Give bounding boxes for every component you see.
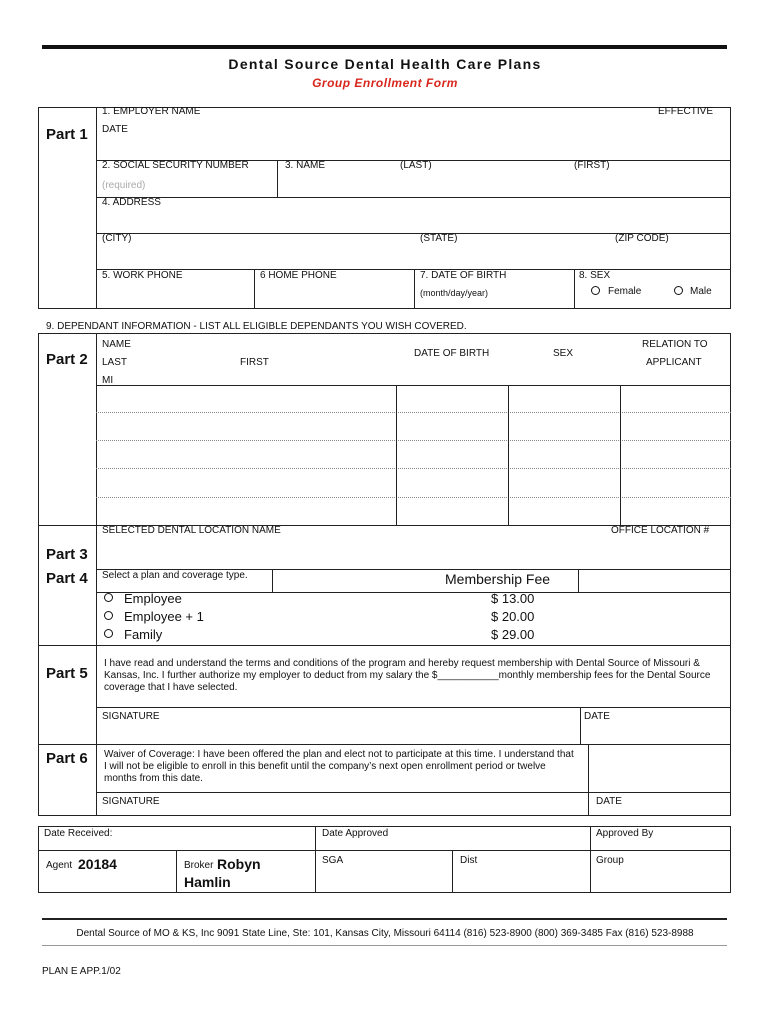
dep-last-label: LAST: [102, 357, 128, 368]
family-radio[interactable]: [104, 629, 113, 638]
plan-family-label: Family: [124, 627, 163, 642]
dob-format-note: (month/day/year): [420, 288, 489, 298]
part5-label: Part 5: [46, 665, 88, 682]
office-location-label: OFFICE LOCATION #: [611, 525, 710, 536]
top-rule: [42, 45, 727, 49]
sex-label: 8. SEX: [579, 270, 611, 281]
plan-employee-plus-one-label: Employee + 1: [124, 609, 204, 624]
group-label: Group: [596, 855, 624, 866]
effective-label: EFFECTIVE: [658, 106, 714, 117]
address-label: 4. ADDRESS: [102, 197, 161, 208]
agent-value: 20184: [78, 856, 117, 872]
state-label: (STATE): [420, 233, 458, 244]
approved-by-label: Approved By: [596, 828, 654, 839]
footer-top-rule: [42, 918, 727, 920]
plan-code: PLAN E APP.1/02: [42, 966, 121, 977]
footer-address: Dental Source of MO & KS, Inc 9091 State Line, Ste: 101, Kansas City, Missouri 64114 (816) 523-8900 (800) 369-3485 Fax (816) 523-8988: [76, 928, 694, 939]
part5-date-label: DATE: [584, 711, 610, 722]
part6-label: Part 6: [46, 750, 88, 767]
date-approved-label: Date Approved: [322, 828, 389, 839]
part6-date-label: DATE: [596, 796, 622, 807]
part6-text-line3: months from this date.: [104, 773, 203, 784]
dependant-info-heading: 9. DEPENDANT INFORMATION - LIST ALL ELIGIBLE DEPENDANTS YOU WISH COVERED.: [46, 321, 467, 332]
first-name-label: (FIRST): [574, 160, 610, 171]
form-subtitle: Group Enrollment Form: [312, 76, 458, 90]
part5-text-line3: coverage that I have selected.: [104, 682, 238, 693]
home-phone-label: 6 HOME PHONE: [260, 270, 337, 281]
part5-text-line2: Kansas, Inc. I further authorize my employer to deduct from my salary the $___________monthly membership fees for the Dental Source: [104, 670, 711, 681]
part6-signature-label: SIGNATURE: [102, 796, 160, 807]
footer-bottom-rule: [42, 945, 727, 946]
part2-label: Part 2: [46, 351, 88, 368]
part5-text-line1: I have read and understand the terms and conditions of the program and hereby request membership with Dental Source of Missouri &: [104, 658, 700, 669]
work-phone-label: 5. WORK PHONE: [102, 270, 183, 281]
part4-label: Part 4: [46, 570, 88, 587]
form-title: Dental Source Dental Health Care Plans: [228, 56, 542, 72]
broker-last-name: Hamlin: [184, 874, 231, 890]
dob-label: 7. DATE OF BIRTH: [420, 270, 507, 281]
employer-name-label: 1. EMPLOYER NAME: [102, 106, 201, 117]
dep-applicant-label: APPLICANT: [646, 357, 702, 368]
location-name-label: SELECTED DENTAL LOCATION NAME: [102, 525, 281, 536]
sga-label: SGA: [322, 855, 344, 866]
part6-text-line2: I will not be eligible to enroll in this benefit until the company’s next open enrollment period or twelve: [104, 761, 546, 772]
broker-label: Broker: [184, 860, 214, 871]
last-name-label: (LAST): [400, 160, 432, 171]
dep-first-label: FIRST: [240, 357, 269, 368]
dep-name-label: NAME: [102, 339, 131, 350]
part5-signature-label: SIGNATURE: [102, 711, 160, 722]
part6-text-line1: Waiver of Coverage: I have been offered the plan and elect not to participate at this time. I understand that: [104, 749, 574, 760]
male-label: Male: [690, 286, 712, 297]
part3-label: Part 3: [46, 546, 88, 563]
female-label: Female: [608, 286, 642, 297]
female-radio[interactable]: [591, 286, 600, 295]
employee-radio[interactable]: [104, 593, 113, 602]
plan-family-fee: $ 29.00: [491, 627, 535, 642]
membership-fee-header: Membership Fee: [445, 571, 551, 587]
agent-label: Agent: [46, 860, 73, 871]
male-radio[interactable]: [674, 286, 683, 295]
dep-dob-label: DATE OF BIRTH: [414, 348, 490, 359]
plan-instruction: Select a plan and coverage type.: [102, 570, 248, 581]
plan-employee-plus-one-fee: $ 20.00: [491, 609, 535, 624]
plan-employee-label: Employee: [124, 591, 182, 606]
date-received-label: Date Received:: [44, 828, 113, 839]
broker-first-name: Robyn: [217, 856, 261, 872]
plan-employee-fee: $ 13.00: [491, 591, 535, 606]
date-label: DATE: [102, 124, 128, 135]
name-label: 3. NAME: [285, 160, 326, 171]
ssn-label: 2. SOCIAL SECURITY NUMBER: [102, 160, 249, 171]
ssn-required-note: (required): [102, 180, 146, 191]
dist-label: Dist: [460, 855, 478, 866]
dep-sex-label: SEX: [553, 348, 574, 359]
city-label: (CITY): [102, 233, 132, 244]
zip-label: (ZIP CODE): [615, 233, 669, 244]
dep-mi-label: MI: [102, 375, 114, 386]
part1-label: Part 1: [46, 126, 88, 143]
dep-relation-label: RELATION TO: [642, 339, 708, 350]
employee-plus-one-radio[interactable]: [104, 611, 113, 620]
